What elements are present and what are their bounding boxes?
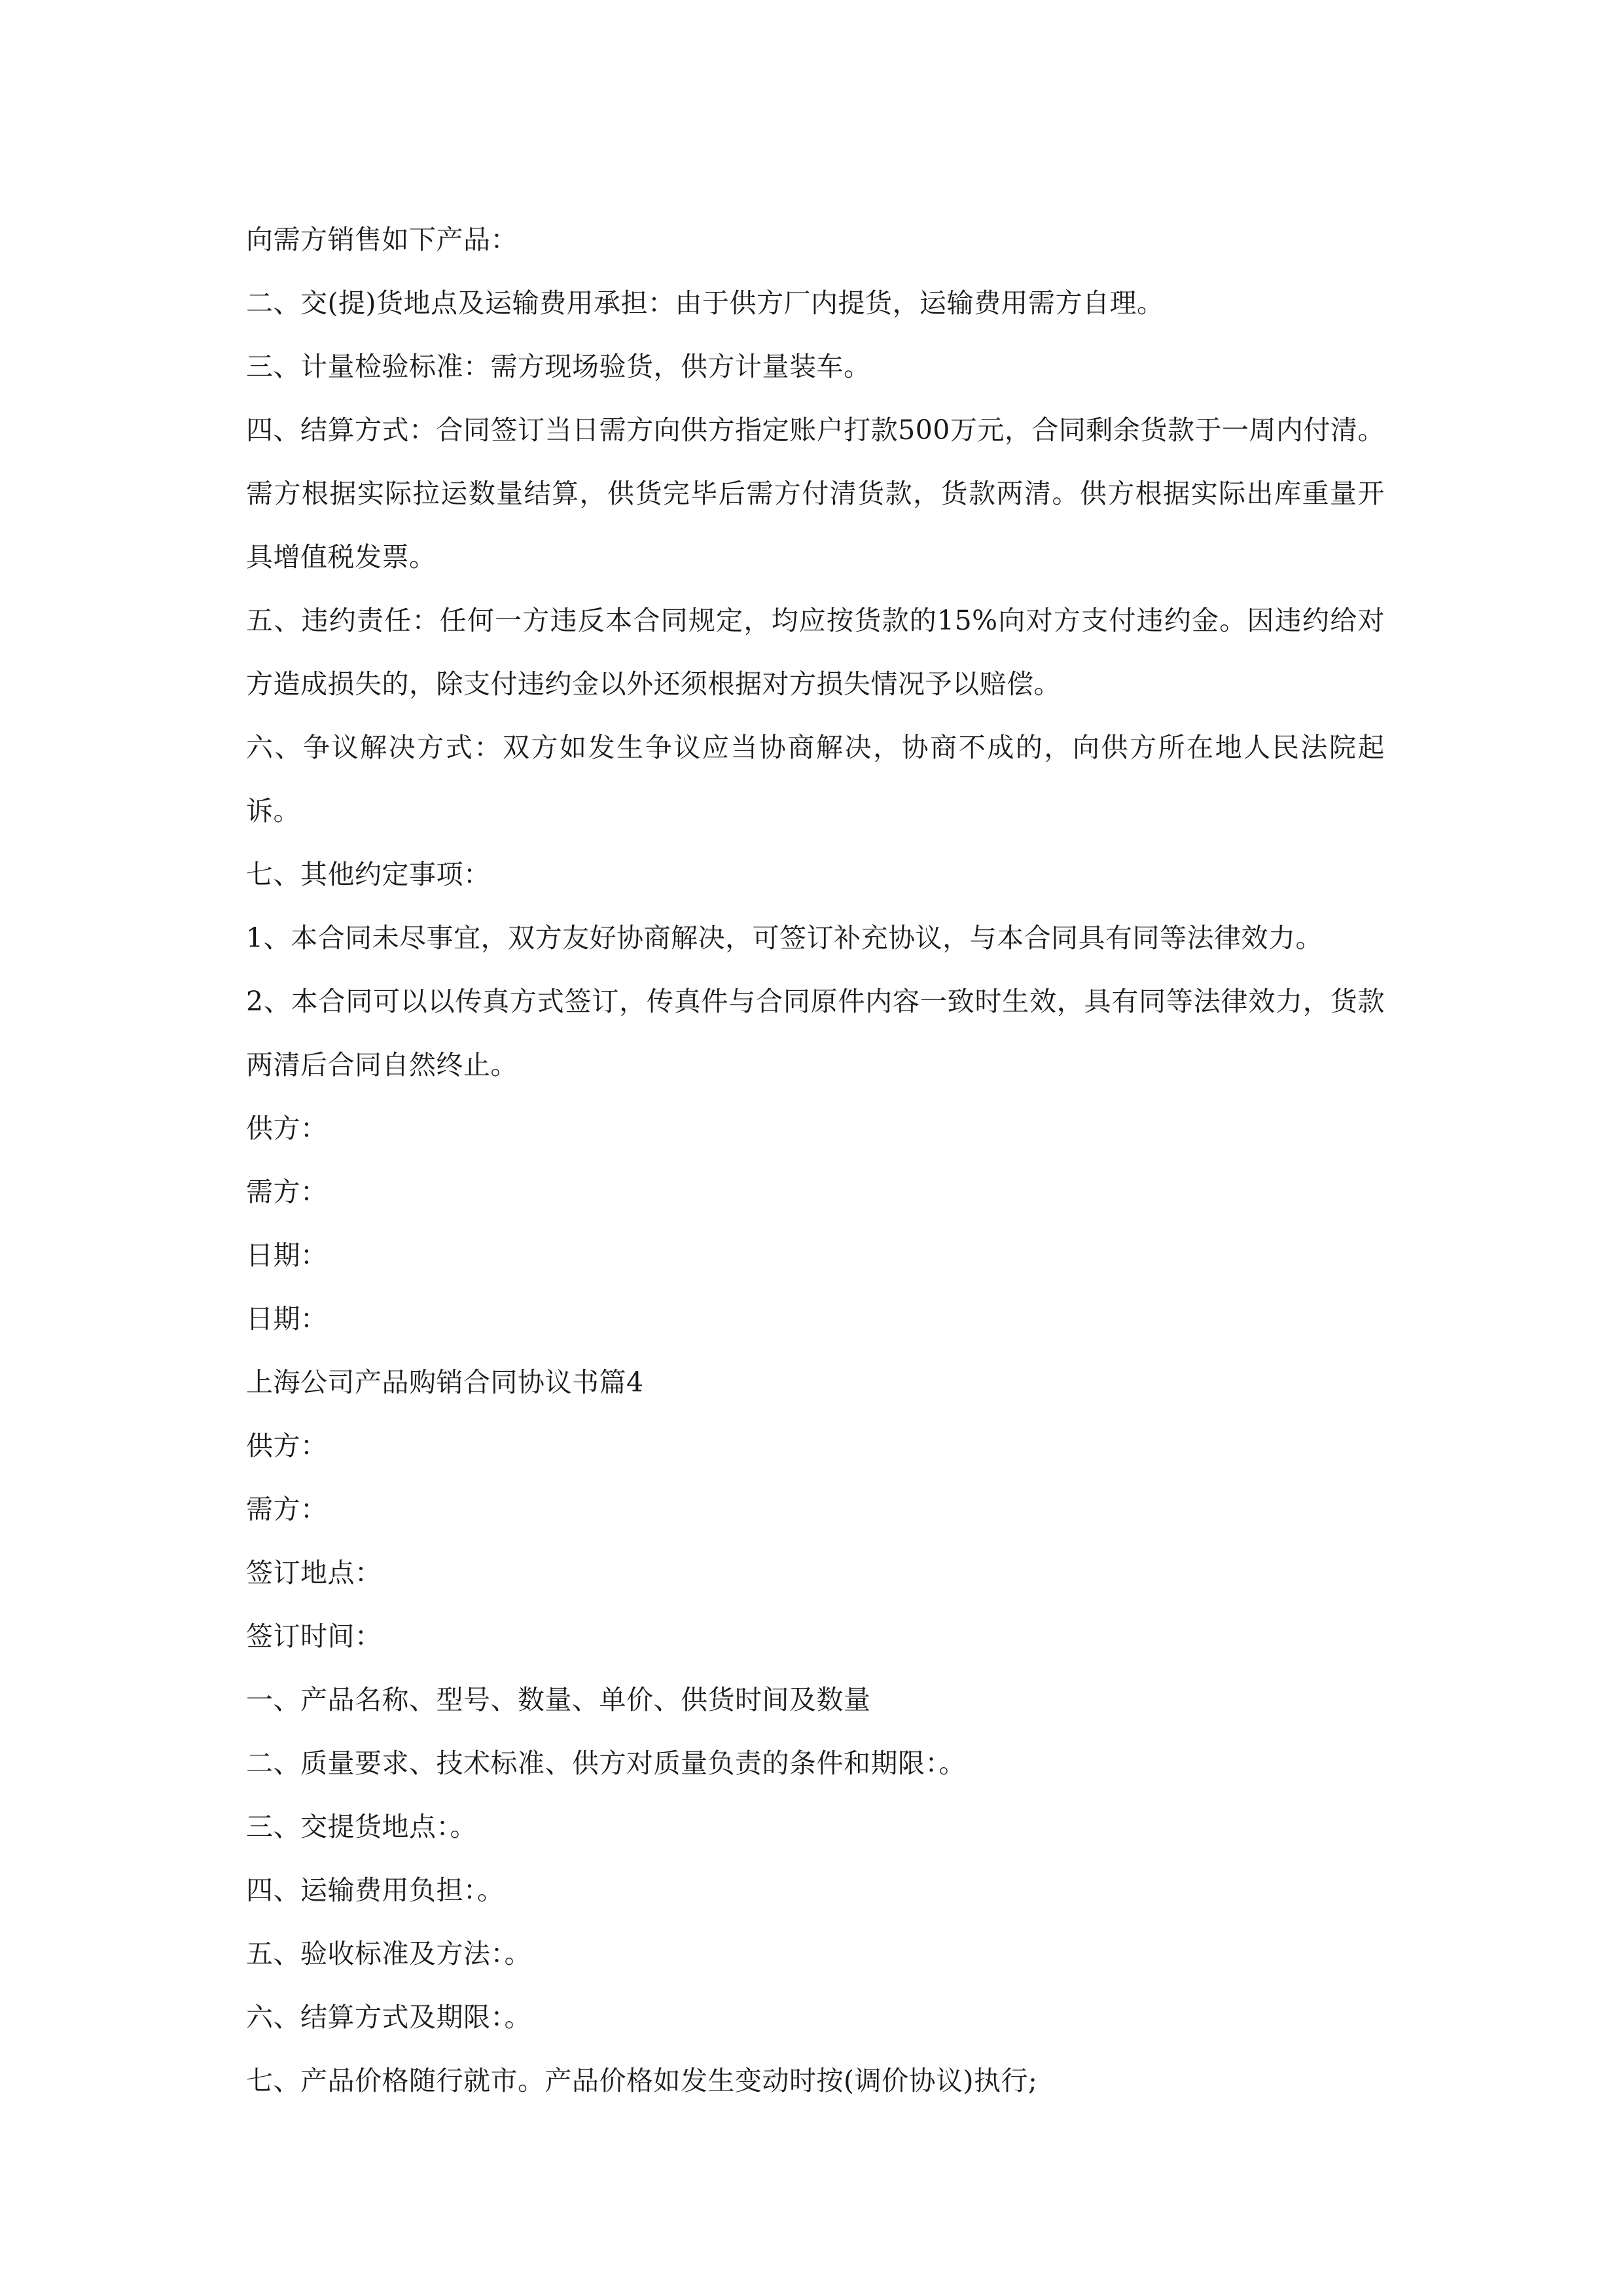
paragraph-inspection: 三、计量检验标准：需方现场验货，供方计量装车。	[246, 351, 871, 382]
clause-2: 二、质量要求、技术标准、供方对质量负责的条件和期限：。	[246, 1748, 966, 1779]
clause-6: 六、结算方式及期限：。	[246, 2001, 531, 2033]
section-heading: 上海公司产品购销合同协议书篇4	[246, 1367, 644, 1398]
clause-1: 一、产品名称、型号、数量、单价、供货时间及数量	[246, 1684, 871, 1715]
paragraph-other-terms: 七、其他约定事项：	[246, 859, 491, 890]
buyer-label: 需方：	[246, 1176, 328, 1208]
date-label-2: 日期：	[246, 1303, 328, 1335]
clause-4: 四、运输费用负担：。	[246, 1874, 505, 1906]
signing-place-label: 签订地点：	[246, 1557, 382, 1588]
date-label: 日期：	[246, 1240, 328, 1271]
clause-5: 五、验收标准及方法：。	[246, 1938, 531, 1969]
paragraph-delivery: 二、交(提)货地点及运输费用承担：由于供方厂内提货，运输费用需方自理。	[246, 287, 1164, 319]
supplier-label: 供方：	[246, 1113, 328, 1144]
document-body	[246, 208, 1385, 2113]
supplier-label-2: 供方：	[246, 1430, 328, 1462]
signing-time-label: 签订时间：	[246, 1621, 382, 1652]
paragraph-settlement: 四、结算方式：合同签订当日需方向供方指定账户打款500万元，合同剩余货款于一周内付清。需方根据实际拉运数量结算，供货完毕后需方付清货款，货款两清。供方根据实际出库重量开具增值税发票。	[246, 414, 1385, 573]
buyer-label-2: 需方：	[246, 1494, 328, 1525]
paragraph-term-1: 1、本合同未尽事宜，双方友好协商解决，可签订补充协议，与本合同具有同等法律效力。	[246, 922, 1323, 954]
clause-3: 三、交提货地点：。	[246, 1811, 477, 1842]
paragraph-intro: 向需方销售如下产品：	[246, 224, 518, 255]
clause-7: 七、产品价格随行就市。产品价格如发生变动时按(调价协议)执行;	[246, 2065, 1038, 2096]
paragraph-term-2: 2、本合同可以以传真方式签订，传真件与合同原件内容一致时生效，具有同等法律效力，货款两清后合同自然终止。	[246, 986, 1385, 1081]
paragraph-dispute: 六、争议解决方式：双方如发生争议应当协商解决，协商不成的，向供方所在地人民法院起诉。	[246, 732, 1385, 827]
paragraph-liability: 五、违约责任：任何一方违反本合同规定，均应按货款的15%向对方支付违约金。因违约给对方造成损失的，除支付违约金以外还须根据对方损失情况予以赔偿。	[246, 605, 1385, 700]
